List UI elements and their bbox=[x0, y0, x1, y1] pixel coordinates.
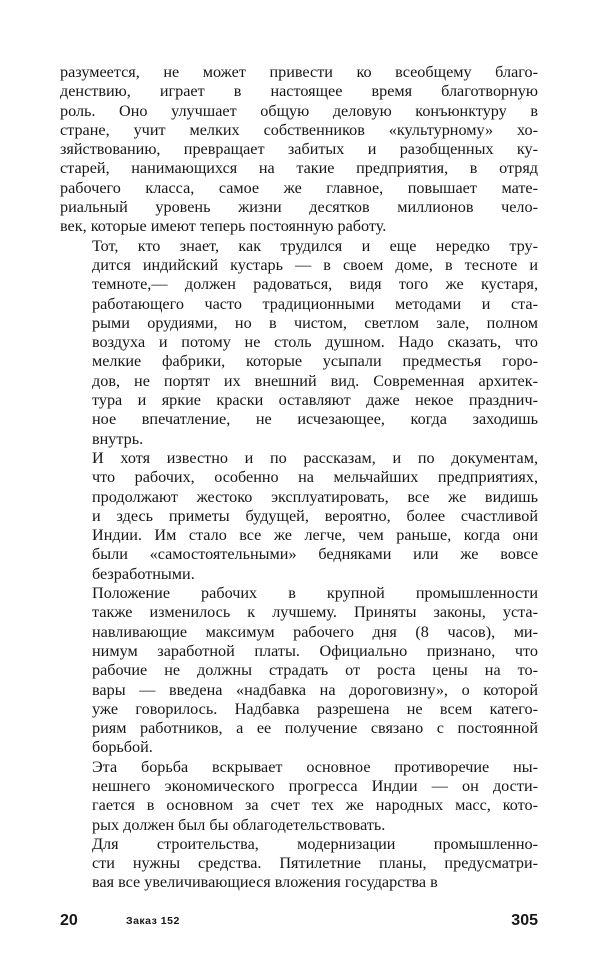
text-line: были «самостоятельными» бедняками или же вовсе bbox=[92, 545, 538, 564]
text-line: что рабочих, особенно на мельчайших предприятиях, bbox=[92, 468, 538, 487]
text-line: темноте,— должен радоваться, видя того же кустаря, bbox=[92, 275, 538, 294]
page-footer bbox=[60, 912, 538, 934]
text-line: дится индийский кустарь — в своем доме, в тесноте и bbox=[92, 255, 538, 274]
text-line: тура и яркие краски оставляют даже некое празднич- bbox=[92, 391, 538, 410]
text-line: Положение рабочих в крупной промышленности bbox=[92, 584, 538, 603]
text-line: ное впечатление, не исчезающее, когда заходишь bbox=[92, 410, 538, 429]
paragraph bbox=[60, 584, 538, 758]
text-line: риальный уровень жизни десятков миллионов чело- bbox=[60, 198, 538, 217]
page-number: 305 bbox=[511, 912, 538, 929]
text-line: вары — введена «надбавка на дороговизну», о которой bbox=[92, 680, 538, 699]
text-line: Индии. Им стало все же легче, чем раньше, когда они bbox=[92, 526, 538, 545]
text-line: рабочего класса, самое же главное, повышает мате- bbox=[60, 178, 538, 197]
text-line: нешнего экономического прогресса Индии — он дости- bbox=[92, 776, 538, 795]
text-line: нимум заработной платы. Официально признано, что bbox=[92, 641, 538, 660]
text-line: навливающие максимум рабочего дня (8 часов), ми- bbox=[92, 622, 538, 641]
text-line: рых должен был бы облагодетельствовать. bbox=[92, 815, 386, 834]
text-line: гается в основном за счет тех же народных масс, кото- bbox=[92, 796, 538, 815]
text-line: продолжают жестоко эксплуатировать, все же видишь bbox=[92, 487, 538, 506]
text-line: работающего часто традиционными методами и ста- bbox=[92, 294, 538, 313]
text-line: Эта борьба вскрывает основное противоречие ны- bbox=[92, 757, 538, 776]
text-line: риям работников, а ее получение связано с постоянной bbox=[92, 719, 538, 738]
text-line: век, которые имеют теперь постоянную работу. bbox=[60, 217, 387, 236]
text-line: роль. Оно улучшает общую деловую конъюнктуру в bbox=[60, 101, 538, 120]
text-line: стране, учит мелких собственников «культурному» хо- bbox=[60, 120, 538, 139]
paragraph bbox=[60, 835, 538, 893]
text-line: рыми орудиями, но в чистом, светлом зале, полном bbox=[92, 313, 538, 332]
print-order-note: Заказ 152 bbox=[126, 915, 180, 927]
text-line: безработными. bbox=[92, 564, 195, 583]
text-line: воздуха и потому не столь душном. Надо сказать, что bbox=[92, 333, 538, 352]
paragraph bbox=[60, 758, 538, 835]
text-line: рабочие не должны страдать от роста цены на то- bbox=[92, 661, 538, 680]
text-line: старей, нанимающихся на такие предприятия, в отряд bbox=[60, 159, 538, 178]
text-line: сти нужны средства. Пятилетние планы, предусматри- bbox=[92, 854, 538, 873]
text-line: уже говорилось. Надбавка разрешена не всем катего- bbox=[92, 699, 538, 718]
paragraph bbox=[60, 237, 538, 449]
body-text bbox=[60, 63, 538, 893]
text-line: зяйствованию, превращает забитых и разобщенных ку- bbox=[60, 140, 538, 159]
text-line: мелкие фабрики, которые усыпали предместья горо- bbox=[92, 352, 538, 371]
text-line: разумеется, не может привести ко всеобщему благо- bbox=[60, 63, 538, 81]
paragraph bbox=[60, 63, 538, 237]
text-line: Для строительства, модернизации промышленно- bbox=[92, 834, 538, 853]
text-line: вая все увеличивающиеся вложения государства в bbox=[92, 873, 438, 892]
signature-number: 20 bbox=[60, 912, 78, 929]
text-line: денствию, играет в настоящее время благотворную bbox=[60, 82, 538, 101]
text-line: также изменилось к лучшему. Приняты законы, уста- bbox=[92, 603, 538, 622]
text-line: Тот, кто знает, как трудился и еще нередко тру- bbox=[92, 236, 538, 255]
text-line: И хотя известно и по рассказам, и по документам, bbox=[92, 448, 538, 467]
text-line: дов, не портят их внешний вид. Современная архитек- bbox=[92, 371, 538, 390]
text-line: борьбой. bbox=[92, 738, 153, 757]
paragraph bbox=[60, 449, 538, 584]
text-line: внутрь. bbox=[92, 429, 144, 448]
text-line: и здесь приметы будущей, вероятно, более счастливой bbox=[92, 506, 538, 525]
